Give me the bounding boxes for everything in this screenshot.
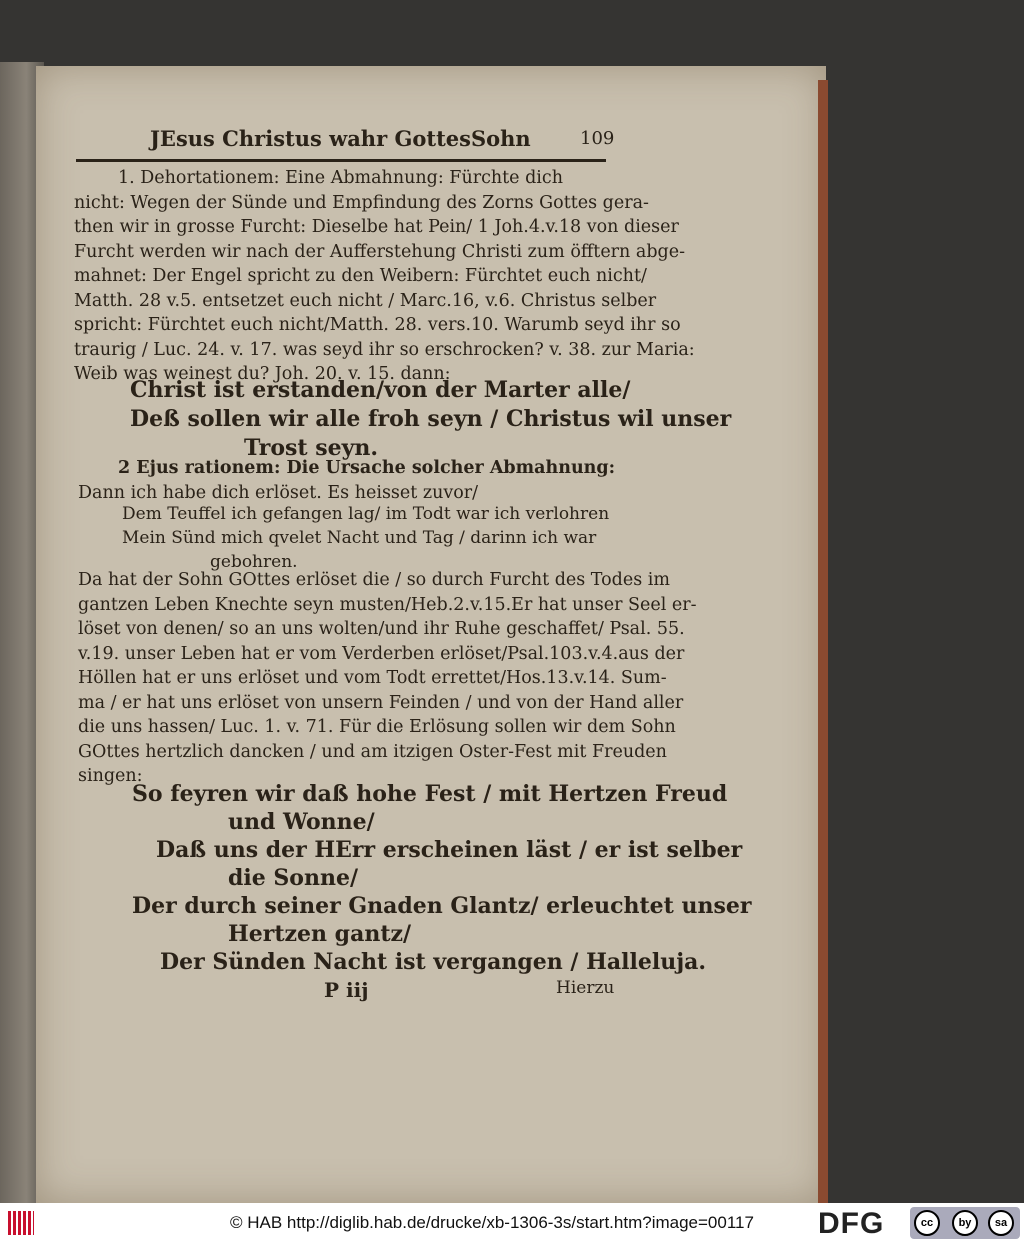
copyright-notice[interactable]: © HAB http://diglib.hab.de/drucke/xb-1306-3s/start.htm?image=00117 — [230, 1213, 754, 1232]
running-title: JEsus Christus wahr GottesSohn — [150, 126, 531, 151]
text-line: Dann ich habe dich erlöset. Es heisset zuvor/ — [78, 482, 479, 503]
text-line: spricht: Fürchtet euch nicht/Matth. 28. vers.10. Warumb seyd ihr so — [74, 315, 681, 335]
text-line: 1. Dehortationem: Eine Abmahnung: Fürchte dich — [118, 168, 563, 188]
text-line: die uns hassen/ Luc. 1. v. 71. Für die Erlösung sollen wir dem Sohn — [78, 717, 676, 737]
paragraph-ejus-rationem — [78, 456, 615, 505]
text-line: mahnet: Der Engel spricht zu den Weibern: Fürchtet euch nicht/ — [74, 266, 647, 286]
verse-line: Christ ist erstanden/von der Marter alle/ — [130, 377, 631, 403]
verse-christ-ist-erstanden — [130, 376, 731, 463]
verse-line: Deß sollen wir alle froh seyn / Christus wil unser — [130, 406, 732, 432]
verse-line: So feyren wir daß hohe Fest / mit Hertzen Freud — [132, 781, 728, 807]
barcode-icon — [8, 1211, 34, 1235]
verse-line: Der Sünden Nacht ist vergangen / Halleluja. — [160, 949, 707, 975]
text-line: ma / er hat uns erlöset von unsern Feinden / und von der Hand aller — [78, 692, 684, 713]
text-line: 2 Ejus rationem: Die Ursache solcher Abmahnung: — [118, 458, 616, 478]
text-line: Matth. 28 v.5. entsetzet euch nicht / Marc.16, v.6. Christus selber — [74, 290, 657, 311]
verse-so-feyren-wir — [132, 780, 751, 976]
verse-line: Mein Sünd mich qvelet Nacht und Tag / darinn ich war — [122, 528, 597, 548]
text-line: then wir in grosse Furcht: Dieselbe hat Pein/ 1 Joh.4.v.18 von dieser — [74, 217, 679, 237]
page-number: 109 — [580, 128, 615, 149]
text-line: traurig / Luc. 24. v. 17. was seyd ihr so erschrocken? v. 38. zur Maria: — [74, 339, 695, 360]
by-icon: by — [952, 1210, 978, 1236]
text-line: Da hat der Sohn GOttes erlöset die / so durch Furcht des Todes im — [78, 570, 670, 590]
text-line: gantzen Leben Knechte seyn musten/Heb.2.v.15.Er hat unser Seel er- — [78, 594, 697, 615]
verse-line: Der durch seiner Gnaden Glantz/ erleuchtet unser — [132, 893, 752, 919]
verse-line: Hertzen gantz/ — [228, 921, 412, 947]
catchword: Hierzu — [556, 978, 615, 998]
text-line: Weib was weinest du? Joh. 20. v. 15. dann: — [74, 364, 451, 384]
cc-icon: cc — [914, 1210, 940, 1236]
verse-dem-teuffel — [122, 502, 609, 574]
verse-line: gebohren. — [210, 552, 298, 572]
text-line: Furcht werden wir nach der Aufferstehung Christi zum öfftern abge- — [74, 241, 685, 262]
text-line: GOttes hertzlich dancken / und am itzigen Oster-Fest mit Freuden — [78, 741, 667, 762]
text-line: v.19. unser Leben hat er vom Verderben erlöset/Psal.103.v.4.aus der — [78, 643, 685, 664]
text-line: Höllen hat er uns erlöset und vom Todt errettet/Hos.13.v.14. Sum- — [78, 668, 667, 688]
paragraph-dehortation — [74, 166, 695, 387]
verse-line: Daß uns der HErr erscheinen läst / er ist selber — [156, 837, 743, 863]
paragraph-erloesung — [78, 568, 697, 789]
text-line: nicht: Wegen der Sünde und Empfindung des Zorns Gottes gera- — [74, 192, 649, 213]
page-header — [150, 126, 615, 156]
text-line: singen: — [78, 766, 143, 786]
dfg-logo: DFG — [818, 1207, 885, 1240]
footer-bar — [0, 1203, 1024, 1243]
header-rule — [76, 159, 606, 162]
verse-line: die Sonne/ — [228, 865, 358, 891]
signature-mark: P iij — [324, 978, 369, 1002]
sa-icon: sa — [988, 1210, 1014, 1236]
text-line: löset von denen/ so an uns wolten/und ihr Ruhe geschaffet/ Psal. 55. — [78, 619, 685, 639]
verse-line: und Wonne/ — [228, 809, 375, 835]
page-fore-edge — [818, 80, 828, 1203]
creative-commons-icon[interactable] — [910, 1207, 1020, 1239]
verse-line: Trost seyn. — [244, 435, 379, 461]
verse-line: Dem Teuffel ich gefangen lag/ im Todt war ich verlohren — [122, 504, 610, 524]
